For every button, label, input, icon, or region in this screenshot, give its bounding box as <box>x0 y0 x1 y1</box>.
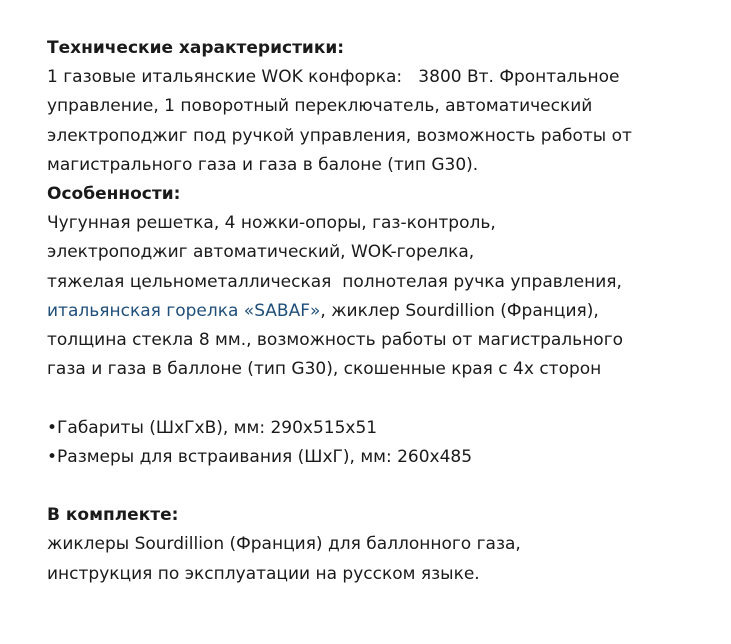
features-line: толщина стекла 8 мм., возможность работы от магистрального <box>47 330 624 351</box>
spacer <box>47 384 717 413</box>
package-heading: В комплекте: <box>47 505 179 526</box>
features-line-rest: , жиклер Sourdillion (Франция), <box>320 300 599 321</box>
package-line: инструкция по эксплуатации на русском языке. <box>47 563 480 584</box>
package-section <box>47 501 717 589</box>
features-heading: Особенности: <box>47 184 181 205</box>
specs-line: управление, 1 поворотный переключатель, автоматический <box>47 96 593 117</box>
features-line <box>47 297 717 326</box>
specs-section <box>47 34 717 180</box>
specs-heading: Технические характеристики: <box>47 38 345 58</box>
product-description <box>47 34 717 589</box>
features-line: тяжелая цельнометаллическая полнотелая ручка управления, <box>47 271 622 292</box>
overall-dimensions: •Габариты (ШхГхВ), мм: 290х515х51 <box>47 417 378 438</box>
specs-line: магистрального газа и газа в балоне (тип G30). <box>47 154 479 175</box>
builtin-dimensions: •Размеры для встраивания (ШхГ), мм: 260х485 <box>47 446 473 467</box>
features-line: электроподжиг автоматический, WOK-горелка, <box>47 242 475 263</box>
package-line: жиклеры Sourdillion (Франция) для баллонного газа, <box>47 534 521 555</box>
specs-line: 1 газовые итальянские WOK конфорка: 3800 Вт. Фронтальное <box>47 67 620 88</box>
sabaf-burner-link[interactable]: итальянская горелка «SABAF» <box>47 300 321 321</box>
specs-line: электроподжиг под ручкой управления, возможность работы от <box>47 125 632 146</box>
features-line: Чугунная решетка, 4 ножки-опоры, газ-контроль, <box>47 213 496 234</box>
features-line: газа и газа в баллоне (тип G30), скошенные края с 4х сторон <box>47 359 602 380</box>
dimensions-section <box>47 414 717 472</box>
spacer <box>47 472 717 501</box>
features-section <box>47 180 717 384</box>
